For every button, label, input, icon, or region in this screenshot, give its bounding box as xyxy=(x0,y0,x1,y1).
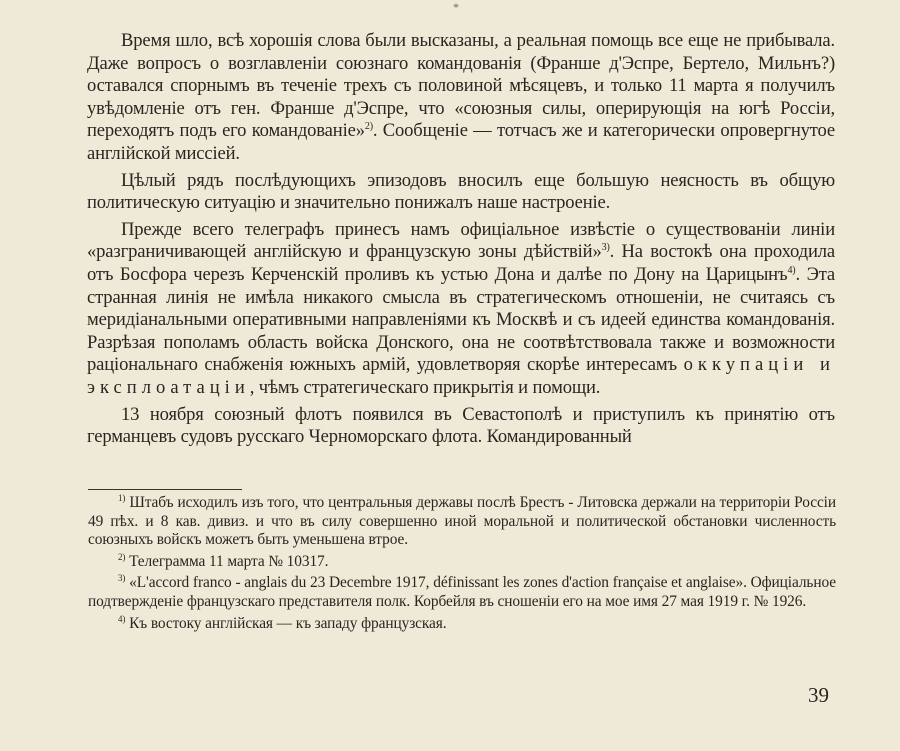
footnote-4-text: Къ востоку англійская — къ западу французская. xyxy=(129,614,447,632)
footnote-4-mark: 4) xyxy=(118,613,126,624)
page-number: 39 xyxy=(808,683,829,707)
paragraph-3-spaced-text: оккупаціи и эксплоатаціи xyxy=(87,354,835,398)
footnote-2-text: Телеграмма 11 марта № 10317. xyxy=(129,552,329,570)
footnote-3-mark: 3) xyxy=(118,573,126,584)
footnote-ref-4: 4) xyxy=(787,264,796,276)
paragraph-3 xyxy=(87,219,835,400)
paragraph-3-text-c: . Эта странная линія не имѣла никакого смысла въ стратегическомъ отношеніи, не считаясь съ меридіанальными оперативными направленіями къ Москвѣ и съ идеей единства командованія. Разрѣзая пополамъ область войска Донского, она не соотвѣтствовала также и возможности раціональнаго снабженія южныхъ армій, удовлетворяя скорѣе интересамъ xyxy=(87,263,835,376)
paragraph-1-text-b: . Сообщеніе — тотчасъ же и категорически опровергнутое англійской миссіей. xyxy=(87,120,835,164)
footnote-1-text: Штабъ исходилъ изъ того, что центральныя державы послѣ Брестъ - Литовска держали на территоріи Россіи 49 пѣх. и 8 кав. дивиз. и что въ силу совершенно иной моральной и политической обстановки численность союзныхъ войскъ можетъ быть уменьшена втрое. xyxy=(88,494,836,549)
paragraph-3-text-b: . На востокѣ она проходила отъ Босфора черезъ Керченскій проливъ къ устью Дона и далѣе по Дону на Царицынъ xyxy=(87,241,835,285)
footnotes xyxy=(88,494,836,636)
footnote-2-mark: 2) xyxy=(118,551,126,562)
footnote-1-mark: 1) xyxy=(118,492,126,503)
paragraph-3-text-a: Прежде всего телеграфъ принесъ намъ офиціальное извѣстіе о существованіи линіи «разграничивающей англійскую и французскую зоны дѣйствій» xyxy=(87,218,835,263)
paragraph-4 xyxy=(87,404,835,449)
main-text xyxy=(87,30,835,453)
paragraph-2 xyxy=(87,170,835,215)
footnote-2 xyxy=(88,553,836,572)
footnote-ref-3: 3) xyxy=(601,242,610,254)
footnote-1 xyxy=(88,494,836,550)
footnote-3-text: «L'accord franco - anglais du 23 Decembre 1917, définissant les zones d'action française et anglaise». Офиціальное подтвержденіе французскаго представителя полк. Корбейля въ сношеніи его на мое имя 27 мая 1919 г. № 1926. xyxy=(88,574,836,610)
paragraph-3-text-d: , чѣмъ стратегическаго прикрытія и помощи. xyxy=(249,376,601,398)
footnote-ref-2: 2) xyxy=(364,121,373,133)
paragraph-1-text-a: Время шло, всѣ хорошія слова были высказаны, а реальная помощь все еще не прибывала. Даже вопросъ о возглавленіи союзнаго командованія (Франше д'Эспре, Бертело, Мильнъ?) оставался спорнымъ въ теченіе трехъ съ половиной мѣсяцевъ, и только 11 марта я получилъ увѣдомленіе отъ ген. Франше д'Эспре, что «союзныя силы, оперирующія на югѣ Россіи, переходятъ подъ его командованіе» xyxy=(87,30,835,142)
footnote-3 xyxy=(88,574,836,611)
paragraph-1 xyxy=(87,30,835,166)
footnote-4 xyxy=(88,615,836,634)
top-mark: * xyxy=(453,0,459,14)
paragraph-4-text: 13 ноября союзный флотъ появился въ Севастополѣ и приступилъ къ принятію отъ германцевъ судовъ русскаго Черноморскаго флота. Командированный xyxy=(87,403,835,448)
paragraph-2-text: Цѣлый рядъ послѣдующихъ эпизодовъ вносилъ еще большую неясность въ общую политическую ситуацію и значительно понижалъ наше настроеніе. xyxy=(87,169,835,214)
footnote-divider xyxy=(88,489,242,490)
